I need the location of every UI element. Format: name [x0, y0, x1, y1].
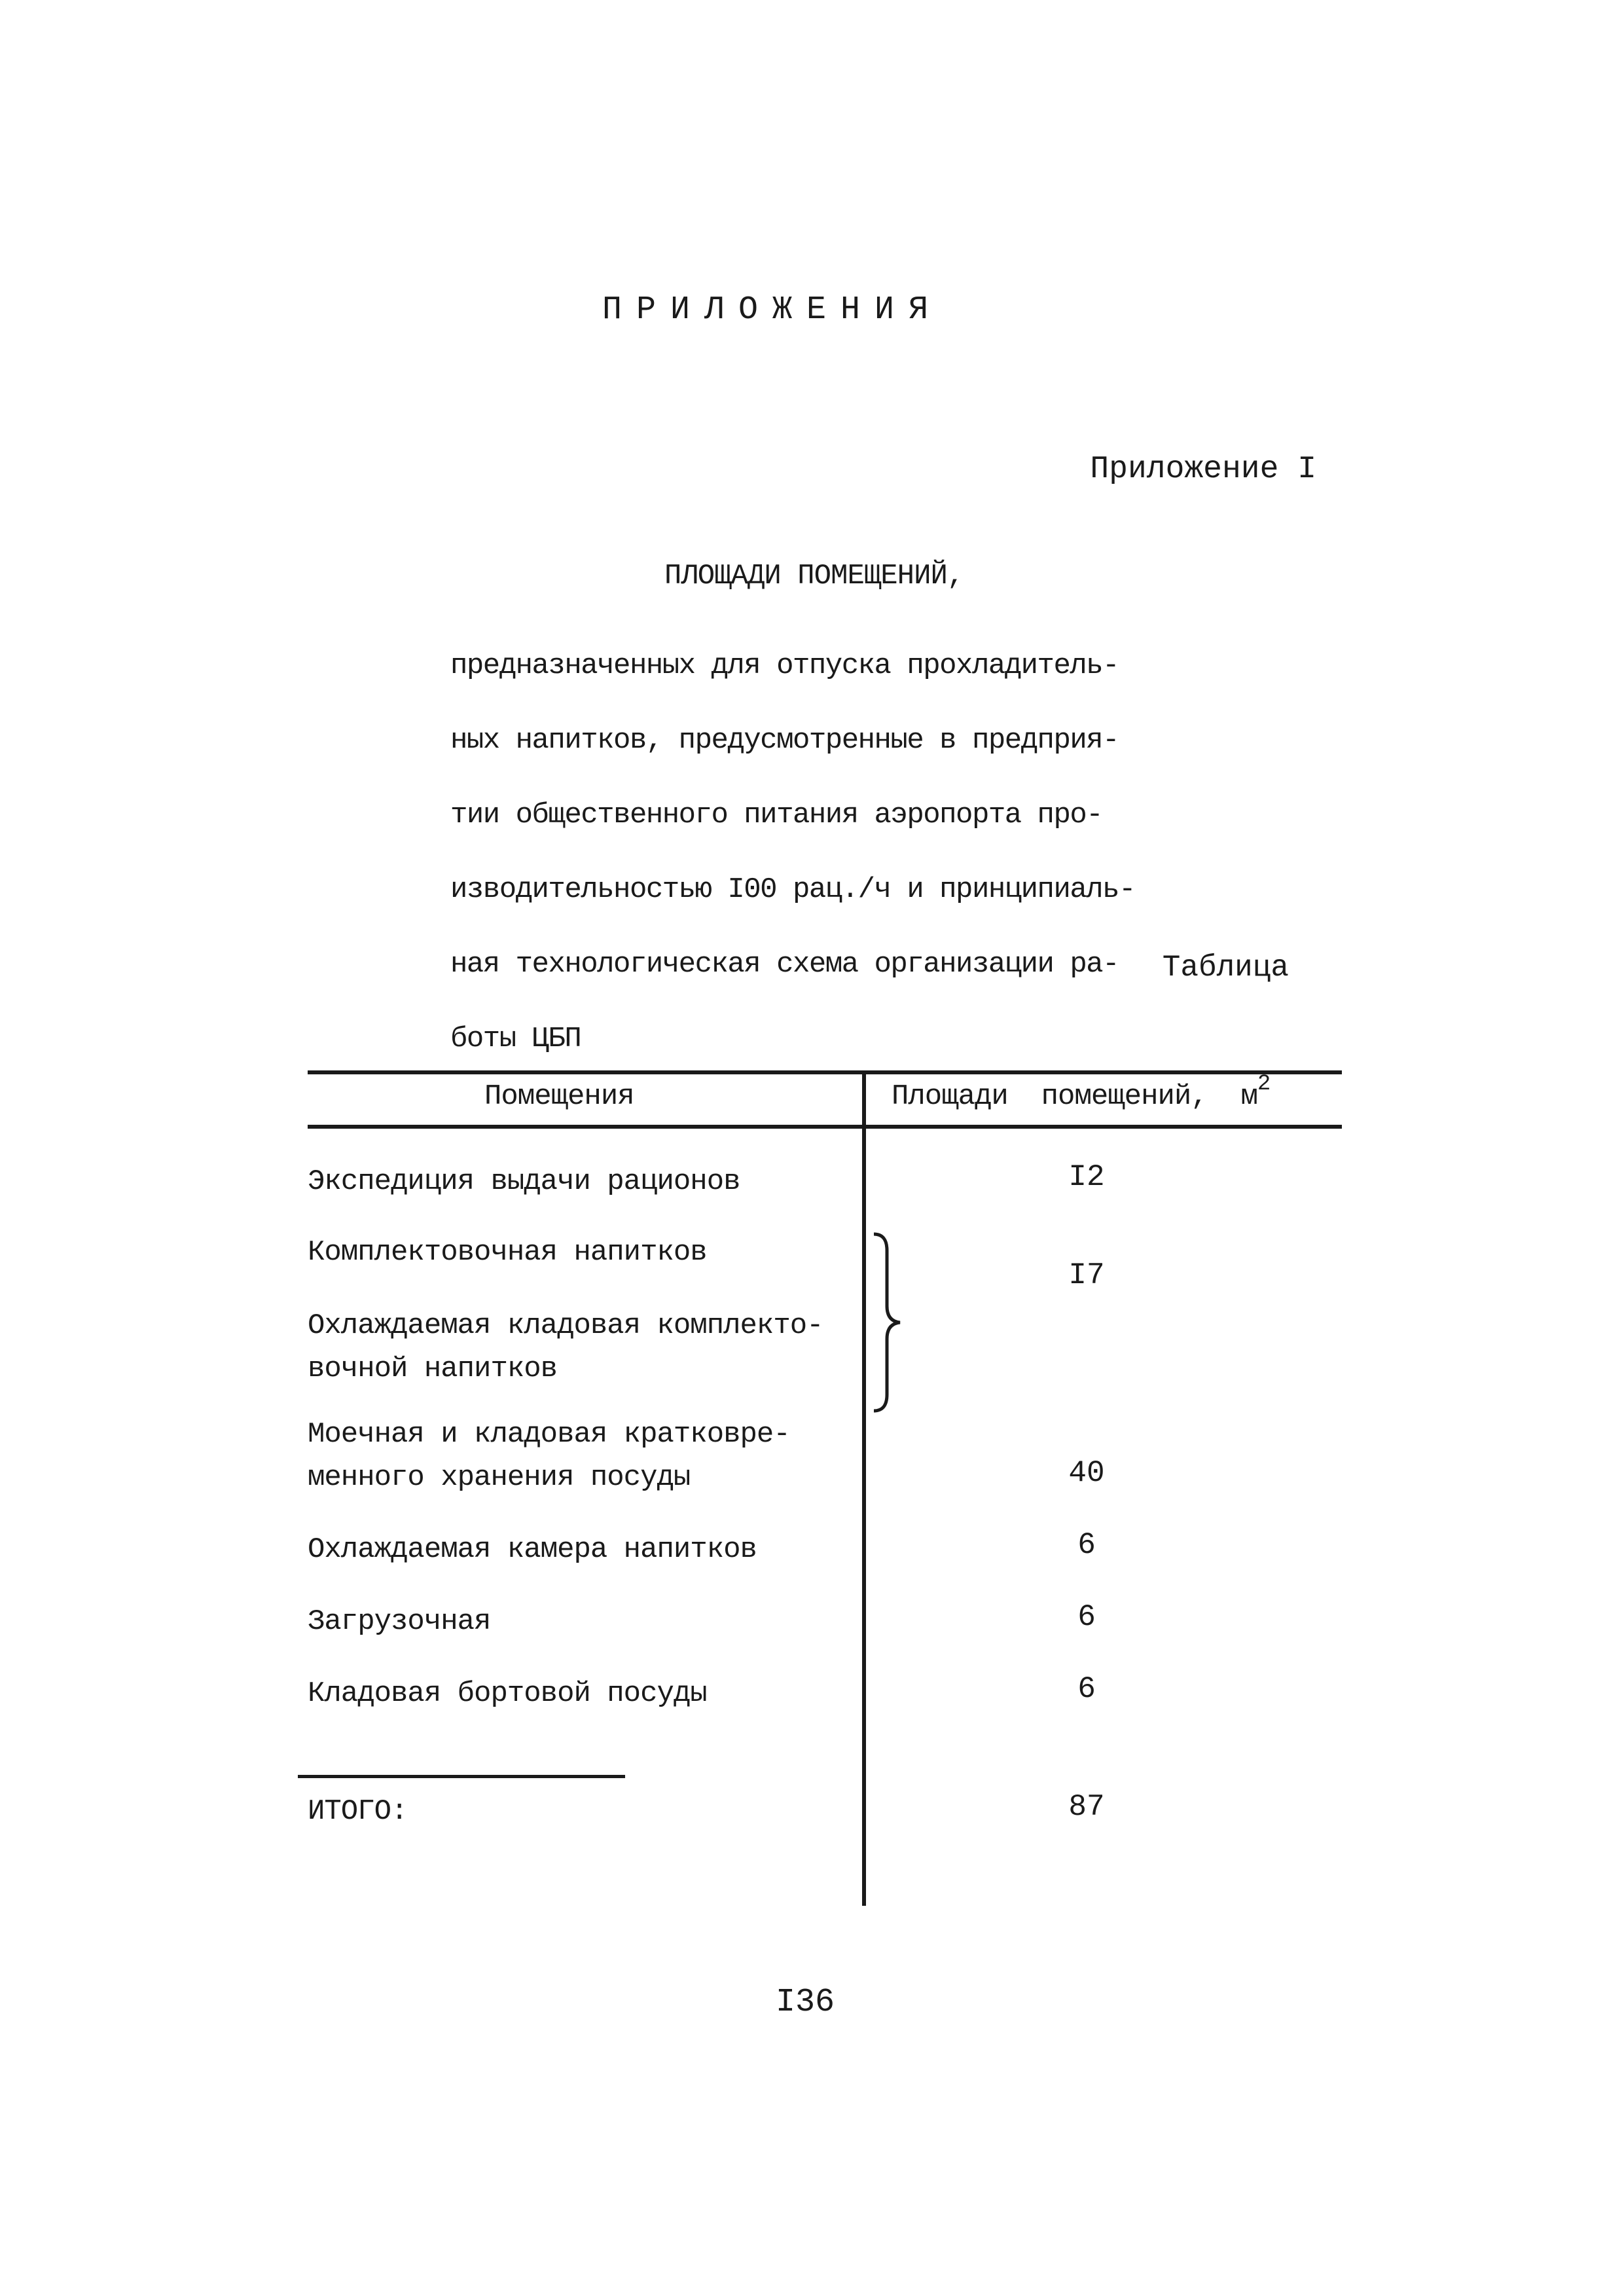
table-row-value: 40	[1068, 1456, 1105, 1490]
table-header-rule	[308, 1125, 1342, 1129]
grouping-brace-icon	[871, 1231, 910, 1414]
document-subtitle	[450, 604, 1135, 1076]
total-value: 87	[1068, 1790, 1105, 1824]
appendix-label: Приложение I	[1090, 452, 1316, 487]
table-row-name: Экспедиция выдачи рационов	[308, 1165, 740, 1198]
subtitle-line: тии общественного питания аэропорта про-	[450, 799, 1103, 831]
table-row-value: 6	[1077, 1600, 1096, 1634]
table-row-value: I2	[1068, 1160, 1105, 1194]
document-heading: ПЛОЩАДИ ПОМЕЩЕНИЙ,	[664, 560, 964, 592]
table-row-name: Охлаждаемая камера напитков	[308, 1533, 757, 1566]
area-unit-superscript: 2	[1257, 1072, 1271, 1097]
subtitle-line: боты ЦБП	[450, 1023, 581, 1055]
page-number: I36	[776, 1984, 835, 2021]
table-row-value: I7	[1068, 1258, 1105, 1292]
subtitle-line: ных напитков, предусмотренные в предприя-	[450, 724, 1119, 757]
subtitle-line: изводительностью I00 рац./ч и принципиаль-	[450, 873, 1135, 906]
table-row-name: Комплектовочная напитков	[308, 1236, 707, 1269]
subtitle-line: предназначенных для отпуска прохладитель-	[450, 649, 1119, 682]
section-title: ПРИЛОЖЕНИЯ	[602, 291, 943, 329]
table-row-name: Моечная и кладовая кратковре- менного хранения посуды	[308, 1418, 790, 1494]
table-column-divider	[862, 1070, 866, 1906]
table-row-name: Загрузочная	[308, 1605, 491, 1638]
table-row-name: Охлаждаемая кладовая комплекто- вочной напитков	[308, 1309, 823, 1385]
table-top-rule	[308, 1070, 1342, 1074]
column-header-area	[892, 1072, 1271, 1113]
column-header-rooms: Помещения	[484, 1080, 634, 1113]
table-label: Таблица	[1162, 951, 1289, 985]
table-row-value: 6	[1077, 1528, 1096, 1562]
table-row-name: Кладовая бортовой посуды	[308, 1677, 707, 1710]
table-row-value: 6	[1077, 1672, 1096, 1706]
total-rule	[298, 1775, 625, 1778]
column-header-area-text: Площади помещений, м	[892, 1080, 1257, 1113]
subtitle-line: ная технологическая схема организации ра-	[450, 948, 1119, 981]
total-label: ИТОГО:	[308, 1795, 408, 1828]
